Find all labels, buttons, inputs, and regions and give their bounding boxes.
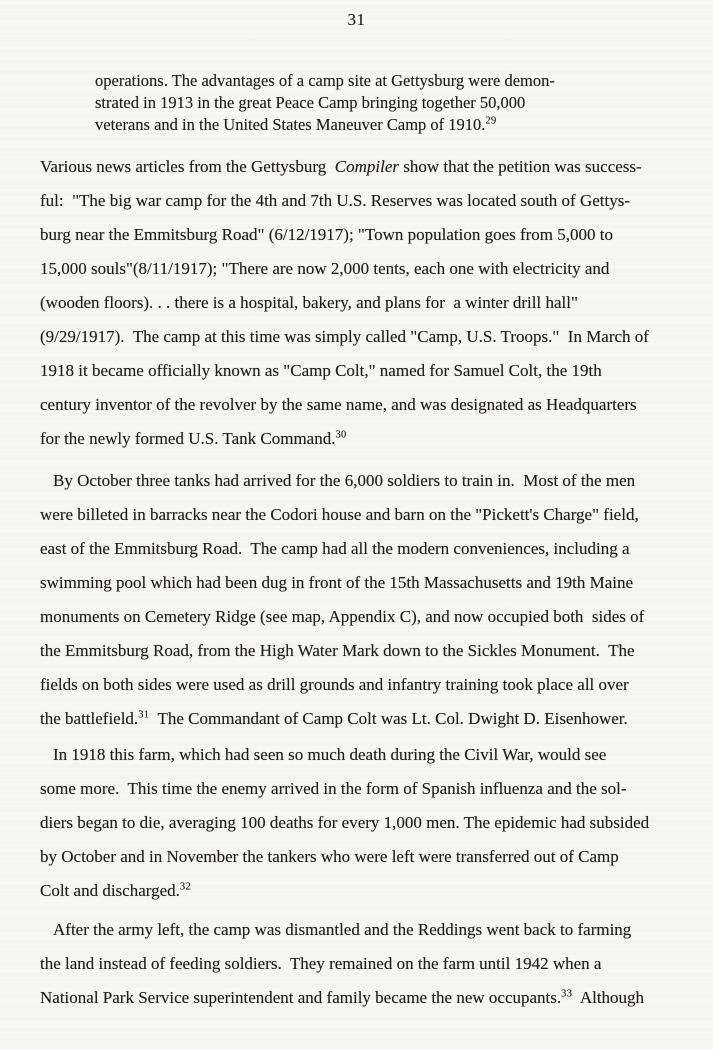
text-line [40, 981, 687, 1015]
text-line: (wooden floors). . . there is a hospital, bakery, and plans for a winter drill hall" [40, 293, 578, 312]
text-line: By October three tanks had arrived for the 6,000 soldiers to train in. Most of the men [53, 471, 636, 490]
text-line: century inventor of the revolver by the same name, and was designated as Headquarters [40, 395, 637, 414]
footnote-ref-31: 31 [138, 709, 150, 721]
footnote-ref-29: 29 [485, 115, 497, 127]
text-segment: National Park Service superintendent and family became the new occupants. [40, 988, 562, 1007]
text-line [40, 150, 687, 184]
text-line: burg near the Emmitsburg Road" (6/12/1917); "Town population goes from 5,000 to [40, 225, 613, 244]
text-line: by October and in November the tankers who were left were transferred out of Camp [40, 847, 619, 866]
text-line: ful: "The big war camp for the 4th and 7th U.S. Reserves was located south of Gettys- [40, 191, 630, 210]
paragraph-1 [40, 150, 687, 456]
text-line [40, 422, 687, 456]
text-line: fields on both sides were used as drill grounds and infantry training took place all over [40, 675, 629, 694]
quote-line: operations. The advantages of a camp site at Gettysburg were demon- [95, 71, 555, 90]
italic-title-compiler: Compiler [334, 157, 399, 176]
page-content [40, 70, 687, 1015]
quote-line [95, 114, 687, 136]
text-line [40, 702, 687, 736]
quote-line: strated in 1913 in the great Peace Camp bringing together 50,000 [95, 93, 526, 112]
text-line: were billeted in barracks near the Codori house and barn on the "Pickett's Charge" field, [40, 505, 639, 524]
footnote-ref-32: 32 [179, 881, 192, 893]
page-number: 31 [347, 10, 366, 29]
text-line: (9/29/1917). The camp at this time was simply called "Camp, U.S. Troops." In March of [40, 327, 649, 346]
paragraph-3 [40, 738, 687, 908]
text-line: diers began to die, averaging 100 deaths for every 1,000 men. The epidemic had subsided [40, 813, 650, 832]
paragraph-4 [40, 913, 687, 1015]
text-line: In 1918 this farm, which had seen so much death during the Civil War, would see [53, 745, 607, 764]
text-segment: show that the petition was success- [399, 157, 642, 176]
text-segment: Various news articles from the Gettysburg [40, 157, 335, 176]
footnote-ref-33: 33 [561, 988, 573, 1000]
text-segment: the battlefield. [40, 709, 139, 728]
text-line: the land instead of feeding soldiers. They remained on the farm until 1942 when a [40, 954, 602, 973]
text-line [40, 874, 687, 908]
footnote-ref-30: 30 [335, 429, 347, 441]
text-line: east of the Emmitsburg Road. The camp had all the modern conveniences, including a [40, 539, 630, 558]
text-line: some more. This time the enemy arrived in the form of Spanish influenza and the sol- [40, 779, 627, 798]
text-segment: Although [572, 988, 645, 1007]
text-segment: Colt and discharged. [40, 881, 180, 900]
paragraph-2 [40, 464, 687, 736]
text-line: monuments on Cemetery Ridge (see map, Appendix C), and now occupied both sides of [40, 607, 645, 626]
text-line: 15,000 souls"(8/11/1917); "There are now 2,000 tents, each one with electricity and [40, 259, 610, 278]
block-quote [95, 70, 687, 136]
text-line: After the army left, the camp was dismantled and the Reddings went back to farming [53, 920, 632, 939]
text-line: the Emmitsburg Road, from the High Water Mark down to the Sickles Monument. The [40, 641, 635, 660]
text-segment: for the newly formed U.S. Tank Command. [40, 429, 336, 448]
text-segment: The Commandant of Camp Colt was Lt. Col. Dwight D. Eisenhower. [149, 709, 628, 728]
text-line: swimming pool which had been dug in front of the 15th Massachusetts and 19th Maine [40, 573, 634, 592]
text-line: 1918 it became officially known as "Camp Colt," named for Samuel Colt, the 19th [40, 361, 602, 380]
quote-text: veterans and in the United States Maneuver Camp of 1910. [95, 115, 486, 134]
